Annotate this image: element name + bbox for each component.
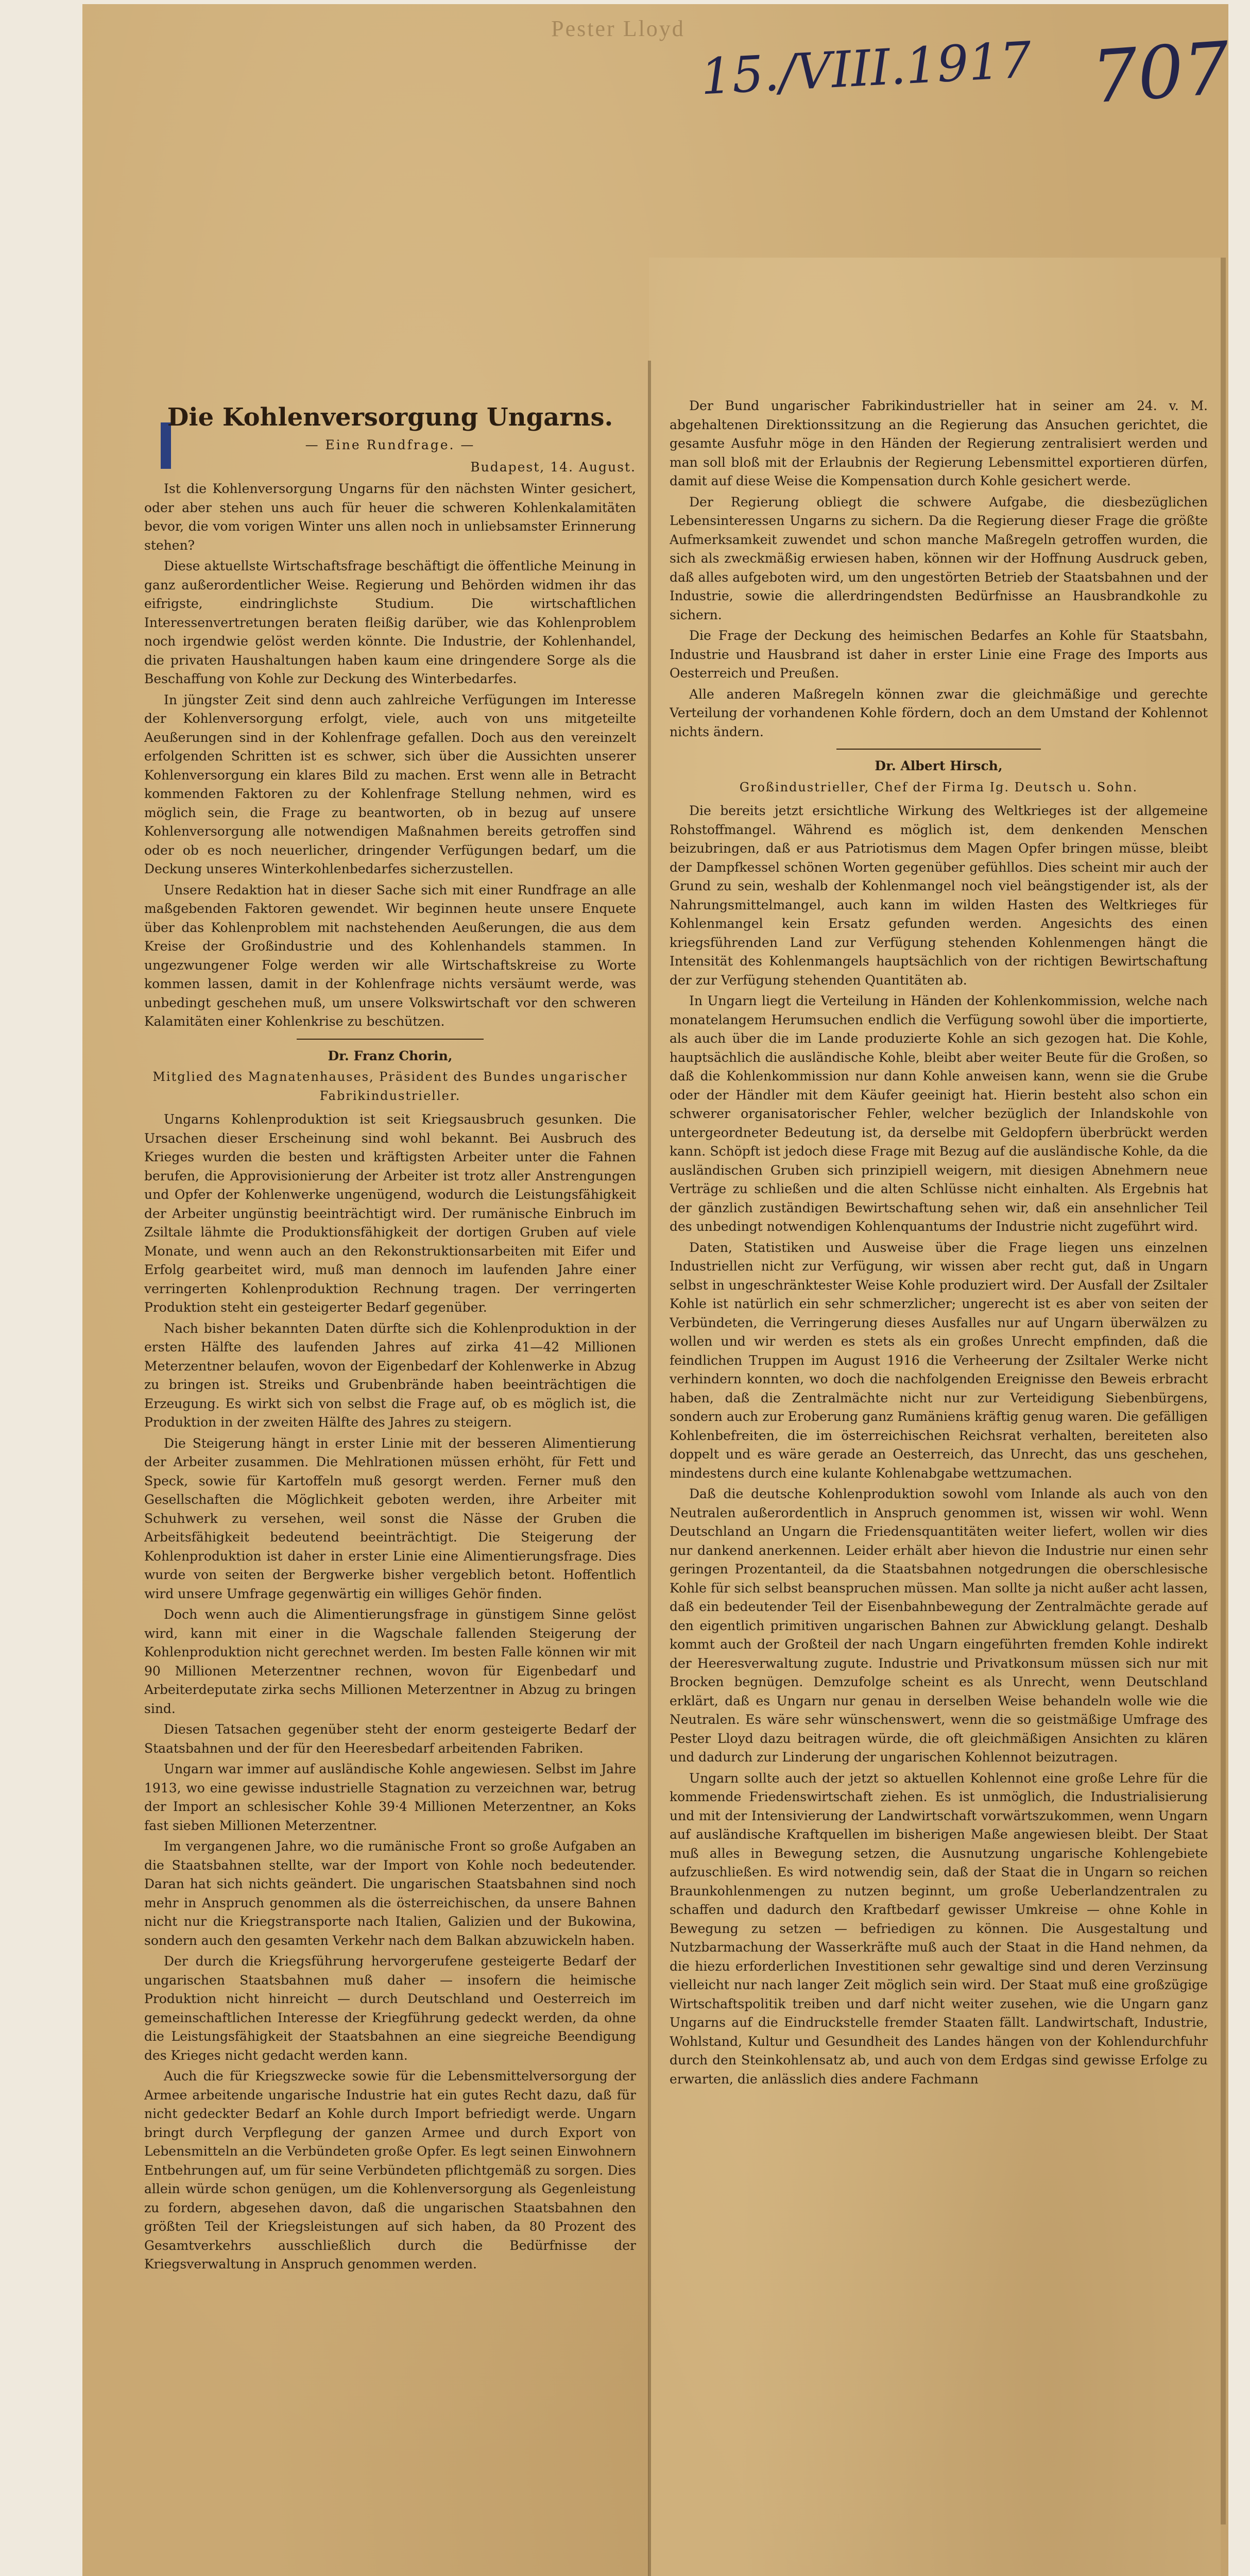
body-paragraph: Der Regierung obliegt die schwere Aufgabe, die diesbezüglichen Lebensinteressen Ungarns zu sichern. Da die Regierung dieser Frage die größte Aufmerksamkeit zuwendet und schon manche Maßregeln getroffen wurden, die sich als zweckmäßig erwiesen haben, können wir der Hoffnung Ausdruck geben, daß alles aufgeboten wird, um den ungestörten Betrieb der Staatsbahnen und der Industrie, sowie die allerdringendsten Bedürfnisse an Hausbrandkohle zu sichern. xyxy=(670,494,1208,622)
masthead-stamp: Pester Lloyd xyxy=(551,16,685,41)
handwritten-date: 15./VIII.1917 xyxy=(699,31,1033,106)
body-paragraph: Die Frage der Deckung des heimischen Bedarfes an Kohle für Staatsbahn, Industrie und Hausbrand ist daher in erster Linie eine Frage des Imports aus Oesterreich und Preußen. xyxy=(670,628,1208,681)
body-paragraph: Alle anderen Maßregeln können zwar die gleichmäßige und gerechte Verteilung der vorhandenen Kohle fördern, doch an dem Umstand der Kohlennot nichts ändern. xyxy=(670,686,1208,739)
article-column-left xyxy=(144,402,636,2576)
section-divider xyxy=(836,749,1041,750)
body-paragraph: In Ungarn liegt die Verteilung in Händen der Kohlenkommission, welche nach monatelangem Herumsuchen endlich die Verfügung sowohl über die importierte, als auch über die im Lande produzierte Kohle an sich gezogen hat. Die Kohle, hauptsächlich die ausländische Kohle, bleibt aber weiter Beute für die Großen, so daß die Kohlenkommission nur dann Kohle anweisen kann, wenn sie die Grube oder der Händler mit dem Käufer geeinigt hat. Hierin besteht also schon ein schwerer organisatorischer Fehler, welcher bezüglich der Inlandskohle von untergeordneter Bedeutung ist, da derselbe mit Geldopfern überbrückt werden kann. Schöpft ist jedoch diese Frage mit Bezug auf die ausländische Kohle, da die ausländischen Gruben sich prinzipiell weigern, mit diesigen Abnehmern neue Verträge zu schließen und die alten Schlüsse nicht einhalten. Als Ergebnis hat der gänzlich zuständigen Bewirtschaftung sehen wir, daß ein ansehnlicher Teil des unbedingt notwendigen Kohlenquantums der Industrie nicht zugeführt wird. xyxy=(670,993,1208,1234)
body-paragraph: Ungarn sollte auch der jetzt so aktuellen Kohlennot eine große Lehre für die kommende Friedenswirtschaft ziehen. Es ist unmöglich, die Industrialisierung und mit der Intensivierung der Landwirtschaft vorwärtszukommen, wenn Ungarn auf ausländische Kraftquellen im bisherigen Maße angewiesen bleibt. Der Staat muß alles in Bewegung setzen, die Ausnutzung ungarische Kohlengebiete aufzuschließen. Es wird notwendig sein, daß der Staat die in Ungarn so reichen Braunkohlenmengen zu nutzen beginnt, um große Ueberlandzentralen zu schaffen und dadurch den Kraftbedarf gewisser Umkreise — ohne Kohle in Bewegung zu setzen — befriedigen zu können. Die Ausgestaltung und Nutzbarmachung der Wasserkräfte muß auch der Staat in die Hand nehmen, da die hiezu erforderlichen Investitionen sehr gewaltige sind und deren Verzinsung vielleicht nur nach langer Zeit möglich sein wird. Der Staat muß eine großzügige Wirtschaftspolitik treiben und darf nicht weiter zusehen, wie die Ungarn ganz Ungarns auf die Eindruckstelle fremder Staaten fällt. Landwirtschaft, Industrie, Wohlstand, Kultur und Gesundheit des Landes hängen von der Kohlendurchfuhr durch den Steinkohlensatz ab, und auch von dem Erdgas sind gewisse Erfolge zu erwarten, die anlässlich dies andere Fachmann xyxy=(670,1770,1208,2087)
section-author-role: Mitglied des Magnatenhauses, Präsident des Bundes ungarischer Fabrikindustrieller. xyxy=(152,1070,628,1103)
body-paragraph: Ungarns Kohlenproduktion ist seit Kriegsausbruch gesunken. Die Ursachen dieser Erscheinung sind wohl bekannt. Bei Ausbruch des Krieges wurden die besten und kräftigsten Arbeiter unter die Fahnen berufen, die Approvisionierung der Arbeiter ist trotz aller Anstrengungen und Opfer der Kohlenwerke ungenügend, wodurch die Leistungsfähigkeit der Arbeiter ungünstig beeinträchtigt wird. Der rumänische Einbruch im Zsiltale lähmte die Produktionsfähigkeit der dortigen Gruben auf viele Monate, und wenn auch an den Rekonstruktionsarbeiten mit Eifer und Erfolg gearbeitet wird, muß man dennoch im laufenden Jahre einer verringerten Kohlenproduktion Rechnung tragen. Der verringerten Produktion steht ein gesteigerter Bedarf gegenüber. xyxy=(144,1112,636,1315)
clipping-edge-shadow xyxy=(1221,258,1226,2524)
article-column-right xyxy=(670,397,1208,2576)
article-subtitle: — Eine Rundfrage. — xyxy=(305,437,475,452)
body-paragraph: Die bereits jetzt ersichtliche Wirkung des Weltkrieges ist der allgemeine Rohstoffmangel. Während es möglich ist, dem denkenden Menschen beizubringen, daß er aus Patriotismus dem Magen Opfer bringen müsse, bleibt der Dampfkessel schönen Worten gegenüber gefühllos. Dies scheint mir auch der Grund zu sein, weshalb der Kohlenmangel noch viel beängstigender ist, als der Nahrungsmittelmangel, auch kann im wilden Hasten des Weltkrieges für Kohlenmangel kein Ersatz gefunden werden. Angesichts des einen kriegsführenden Land zur Verfügung stehenden Kohlenmengen hängt die Intensität des Kohlenmangels hauptsächlich von der richtigen Bewirtschaftung der zur Verfügung stehenden Quantitäten ab. xyxy=(670,803,1208,988)
body-paragraph: Der Bund ungarischer Fabrikindustrieller hat in seiner am 24. v. M. abgehaltenen Direktionssitzung an die Regierung das Ansuchen gerichtet, die gesamte Ausfuhr möge in den Händen der Regierung zentralisiert werden und man soll bloß mit der Erlaubnis der Regierung Lebensmittel exportieren dürfen, damit auf diese Weise die Kompensation durch Kohle gesichert werde. xyxy=(670,398,1208,488)
section-author-role: Großindustrieller, Chef der Firma Ig. Deutsch u. Sohn. xyxy=(739,779,1138,794)
intro-paragraph: Unsere Redaktion hat in dieser Sache sich mit einer Rundfrage an alle maßgebenden Faktoren gewendet. Wir beginnen heute unsere Enquete über das Kohlenproblem mit nachstehenden Aeußerungen, die aus dem Kreise der Großindustrie und des Kohlenhandels stammen. In ungezwungener Folge werden wir alle Wirtschaftskreise zu Worte kommen lassen, damit in der Kohlenfrage nichts versäumt werde, was unbedingt geschehen muß, um unsere Volkswirtschaft vor den schweren Kalamitäten einer Kohlenkrise zu beschützen. xyxy=(144,882,636,1029)
body-paragraph: Diesen Tatsachen gegenüber steht der enorm gesteigerte Bedarf der Staatsbahnen und der für den Heeresbedarf arbeitenden Fabriken. xyxy=(144,1722,636,1756)
body-paragraph: Daten, Statistiken und Ausweise über die Frage liegen uns einzelnen Industriellen nicht zur Verfügung, wir wissen aber recht gut, daß in Ungarn selbst in ungeschränktester Weise Kohle produziert wird. Der Ausfall der Zsiltaler Kohle ist natürlich ein sehr schmerzlicher; ungerecht ist es aber von seiten der Verbündeten, die Verringerung dieses Ausfalles nur auf Ungarn überwälzen zu wollen und wir werden es stets als ein großes Unrecht empfinden, daß die feindlichen Truppen im August 1916 die Verheerung der Zsiltaler Werke nicht verhindern konnten, wo doch die nachfolgenden Ereignisse den Beweis erbracht haben, daß die Zentralmächte nicht nur zur Verteidigung Siebenbürgens, sondern auch zur Eroberung ganz Rumäniens kräftig genug waren. Die gefälligen Kohlenbefreiten, die im österreichischen Reichsrat verhalten, bereiteten also doppelt und es wäre gerade an Oesterreich, das Unrecht, das uns geschehen, mindestens durch eine kulante Kohlenabgabe wettzumachen. xyxy=(670,1240,1208,1481)
article-title: Die Kohlenversorgung Ungarns. xyxy=(167,403,613,432)
body-paragraph: Ungarn war immer auf ausländische Kohle angewiesen. Selbst im Jahre 1913, wo eine gewisse industrielle Stagnation zu verzeichnen war, betrug der Import an schlesischer Kohle 39·4 Millionen Meterzentner, an Koks fast sieben Millionen Meterzentner. xyxy=(144,1761,636,1833)
section-author: Dr. Albert Hirsch, xyxy=(875,758,1003,773)
clipping-shadow xyxy=(648,361,651,2576)
handwritten-number: 707 xyxy=(1089,26,1232,120)
body-paragraph: Doch wenn auch die Alimentierungsfrage in günstigem Sinne gelöst wird, kann mit einer in die Wagschale fallenden Steigerung der Kohlenproduktion nicht gerechnet werden. Im besten Falle können wir mit 90 Millionen Meterzentner rechnen, wovon für Eigenbedarf und Arbeiterdeputate zirka sechs Millionen Meterzentner in Abzug zu bringen sind. xyxy=(144,1607,636,1716)
body-paragraph: Daß die deutsche Kohlenproduktion sowohl vom Inlande als auch von den Neutralen außerordentlich in Anspruch genommen ist, wissen wir wohl. Wenn Deutschland an Ungarn die Friedensquantitäten weiter liefert, wollen wir dies nur dankend anerkennen. Leider erhält aber hievon die Industrie nur einen sehr geringen Prozentanteil, da die Staatsbahnen notgedrungen die oberschlesische Kohle für sich selbst beanspruchen müssen. Man sollte ja nicht außer acht lassen, daß ein bedeutender Teil der Eisenbahnbewegung der Zentralmächte gerade auf den eigentlich primitiven ungarischen Bahnen zur Abwicklung gelangt. Deshalb kommt auch der Großteil der nach Ungarn eingeführten fremden Kohle indirekt der Heeresverwaltung zugute. Industrie und Privatkonsum müssen sich nur mit Brocken begnügen. Demzufolge scheint es als Unrecht, wenn Deutschland erklärt, daß es Ungarn nur genau in derselben Weise behandeln wolle wie die Neutralen. Es wäre sehr wünschenswert, wenn die so geistmäßige Umfrage des Pester Lloyd dazu beitragen würde, die oft gleichmäßigen Ansichten zu klären und dadurch zur Linderung der ungarischen Kohlennot beizutragen. xyxy=(670,1486,1208,1765)
section-divider xyxy=(297,1039,484,1040)
body-paragraph: Die Steigerung hängt in erster Linie mit der besseren Alimentierung der Arbeiter zusammen. Die Mehlrationen müssen erhöht, für Fett und Speck, sowie für Kartoffeln muß gesorgt werden. Ferner muß den Gesellschaften die Möglichkeit geboten werden, ihre Arbeiter mit Schuhwerk zu versehen, weil sonst die Nässe der Gruben die Arbeitsfähigkeit bedeutend beeinträchtigt. Die Steigerung der Kohlenproduktion ist daher in erster Linie eine Alimentierungsfrage. Dies wurde von seiten der Bergwerke bisher vergeblich betont. Hoffentlich wird unsere Umfrage gegenwärtig ein williges Gehör finden. xyxy=(144,1435,636,1601)
body-paragraph: Nach bisher bekannten Daten dürfte sich die Kohlenproduktion in der ersten Hälfte des laufenden Jahres auf zirka 41—42 Millionen Meterzentner belaufen, wovon der Eigenbedarf der Kohlenwerke in Abzug zu bringen ist. Streiks und Grubenbrände haben beeinträchtigen die Erzeugung. Es wirkt sich von selbst die Frage auf, ob es möglich ist, die Produktion in der zweiten Hälfte des Jahres zu steigern. xyxy=(144,1320,636,1430)
intro-paragraph: Diese aktuellste Wirtschaftsfrage beschäftigt die öffentliche Meinung in ganz außerordentlicher Weise. Regierung und Behörden widmen ihr das eifrigste, eindringlichste Studium. Die wirtschaftlichen Interessenvertretungen beraten fleißig darüber, wie das Kohlenproblem noch irgendwie gelöst werden könnte. Die Industrie, der Kohlenhandel, die privaten Haushaltungen haben kaum eine dringendere Sorge als die Beschaffung von Kohle zur Deckung des Winterbedarfes. xyxy=(144,558,636,686)
intro-paragraph: In jüngster Zeit sind denn auch zahlreiche Verfügungen im Interesse der Kohlenversorgung erfolgt, viele, auch von uns mitgeteilte Aeußerungen sind in der Kohlenfrage gefallen. Doch aus den vereinzelt erfolgenden Schritten ist es schwer, sich über die Aussichten unserer Kohlenversorgung ein klares Bild zu machen. Erst wenn alle in Betracht kommenden Faktoren zu der Kohlenfrage Stellung nehmen, wird es möglich sein, die Frage zu beantworten, ob in bezug auf unsere Kohlenversorgung alle notwendigen Maßnahmen bereits getroffen sind oder ob es noch neuerlicher, dringender Verfügungen bedarf, um die Deckung unseres Winterkohlenbedarfes sicherzustellen. xyxy=(144,692,636,876)
article-dateline: Budapest, 14. August. xyxy=(470,459,636,474)
body-paragraph: Der durch die Kriegsführung hervorgerufene gesteigerte Bedarf der ungarischen Staatsbahnen muß daher — insofern die heimische Produktion nicht hinreicht — durch Deutschland und Oesterreich im gemeinschaftlichen Interesse der Kriegführung gedeckt werden, da ohne die Leistungsfähigkeit der Staatsbahnen an eine siegreiche Beendigung des Krieges nicht gedacht werden kann. xyxy=(144,1954,636,2063)
body-paragraph: Im vergangenen Jahre, wo die rumänische Front so große Aufgaben an die Staatsbahnen stellte, war der Import von Kohle noch bedeutender. Daran hat sich nichts geändert. Die ungarischen Staatsbahnen sind noch mehr in Anspruch genommen als die österreichischen, da unsere Bahnen nicht nur die Kriegstransporte nach Italien, Galizien und der Bukowina, sondern auch den gesamten Verkehr nach dem Balkan abzuwickeln haben. xyxy=(144,1839,636,1948)
body-paragraph: Auch die für Kriegszwecke sowie für die Lebensmittelversorgung der Armee arbeitende ungarische Industrie hat ein gutes Recht dazu, daß für nicht gedeckter Bedarf an Kohle durch Import befriedigt werde. Ungarn bringt durch Verpflegung der ganzen Armee und durch Export von Lebensmitteln an die Verbündeten große Opfer. Es legt seinen Einwohnern Entbehrungen auf, um für seine Verbündeten pflichtgemäß zu sorgen. Dies allein würde schon genügen, um die Kohlenversorgung als Gegenleistung zu fordern, abgesehen davon, daß die ungarischen Staatsbahnen den größten Teil der Kriegsleistungen auf sich haben, da 80 Prozent des Gesamtverkehrs ausschließlich durch die Bedürfnisse der Kriegsverwaltung in Anspruch genommen werden. xyxy=(144,2069,636,2272)
section-author: Dr. Franz Chorin, xyxy=(328,1048,453,1063)
intro-paragraph: Ist die Kohlenversorgung Ungarns für den nächsten Winter gesichert, oder aber stehen uns auch für heuer die schweren Kohlenkalamitäten bevor, die vom vorigen Winter uns allen noch in unliebsamster Erinnerung stehen? xyxy=(144,481,636,553)
